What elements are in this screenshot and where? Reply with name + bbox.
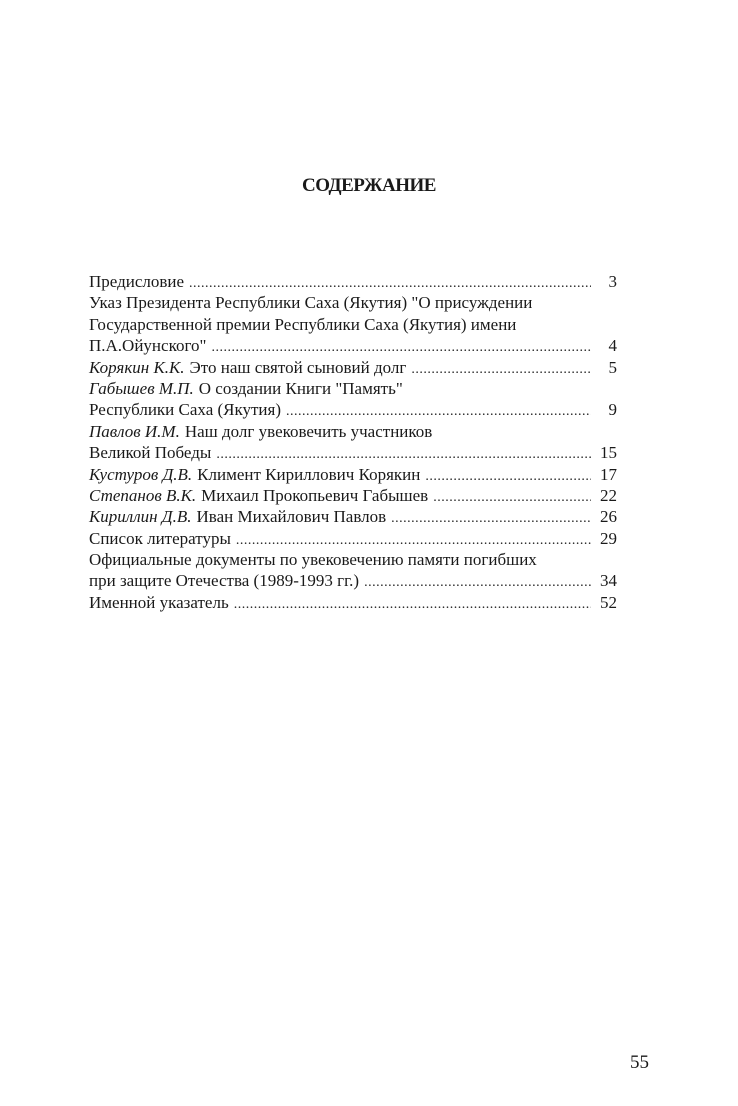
toc-author: Степанов В.К. — [89, 485, 197, 505]
toc-title: Наш долг увековечить участников — [184, 421, 433, 441]
toc-leader-dots — [236, 530, 591, 551]
toc-line — [89, 528, 617, 549]
toc-page-number: 26 — [600, 507, 617, 527]
toc-author: Кириллин Д.В. — [89, 507, 192, 527]
toc-line — [89, 506, 617, 527]
toc-title: Иван Михайлович Павлов — [196, 507, 387, 527]
toc-line — [89, 421, 617, 442]
toc-title: Великой Победы — [89, 443, 212, 463]
toc-leader-dots — [364, 572, 591, 593]
toc-leader-dots — [391, 508, 591, 529]
toc-page-number: 17 — [600, 464, 617, 484]
toc-line — [89, 335, 617, 356]
toc-page-number: 22 — [600, 485, 617, 505]
toc-entry — [89, 271, 617, 292]
table-of-contents — [89, 271, 617, 613]
toc-entry — [89, 592, 617, 613]
toc-line — [89, 292, 617, 313]
toc-leader-dots — [216, 444, 591, 465]
toc-page-number: 34 — [600, 571, 617, 591]
toc-author: Кустуров Д.В. — [89, 464, 193, 484]
toc-entry — [89, 506, 617, 527]
toc-title: Михаил Прокопьевич Габышев — [201, 485, 429, 505]
toc-line — [89, 442, 617, 463]
toc-entry — [89, 421, 617, 464]
toc-entry — [89, 485, 617, 506]
toc-entry — [89, 464, 617, 485]
toc-leader-dots — [234, 594, 591, 615]
toc-leader-dots — [425, 466, 591, 487]
toc-line — [89, 485, 617, 506]
toc-page-number: 3 — [608, 272, 617, 291]
toc-title: О создании Книги "Память" — [198, 378, 403, 398]
toc-entry — [89, 528, 617, 549]
toc-author: Габышев М.П. — [89, 378, 194, 398]
toc-line — [89, 271, 617, 292]
toc-page-number: 9 — [608, 400, 617, 420]
toc-title: Список литературы — [89, 528, 231, 548]
toc-author: Павлов И.М. — [89, 421, 180, 441]
toc-title: Это наш святой сыновий долг — [189, 357, 407, 377]
toc-page-number: 29 — [600, 528, 617, 548]
page-number: 55 — [630, 1052, 649, 1073]
toc-line — [89, 399, 617, 420]
toc-line — [89, 378, 617, 399]
toc-line — [89, 314, 617, 335]
toc-title: П.А.Ойунского" — [89, 336, 207, 356]
toc-title: Республики Саха (Якутия) — [89, 400, 282, 420]
toc-leader-dots — [189, 273, 591, 294]
toc-line — [89, 464, 617, 485]
toc-title: Климент Кириллович Корякин — [197, 464, 421, 484]
toc-leader-dots — [211, 337, 591, 358]
toc-leader-dots — [286, 401, 591, 422]
toc-entry — [89, 378, 617, 421]
toc-title: Официальные документы по увековечению памяти погибших — [89, 550, 537, 570]
toc-leader-dots — [433, 487, 591, 508]
toc-page-number: 52 — [600, 592, 617, 612]
toc-page-number: 15 — [600, 443, 617, 463]
toc-entry — [89, 549, 617, 592]
toc-page-number: 5 — [608, 357, 617, 377]
toc-line — [89, 549, 617, 570]
toc-title: Государственной премии Республики Саха (Якутия) имени — [89, 314, 517, 334]
page-title: СОДЕРЖАНИЕ — [302, 174, 436, 196]
toc-entry — [89, 357, 617, 378]
toc-leader-dots — [411, 359, 591, 380]
toc-title: Именной указатель — [89, 592, 229, 612]
toc-line — [89, 357, 617, 378]
toc-title: Предисловие — [89, 272, 185, 291]
toc-author: Корякин К.К. — [89, 357, 185, 377]
toc-line — [89, 592, 617, 613]
toc-line — [89, 570, 617, 591]
toc-page-number: 4 — [608, 336, 617, 356]
toc-entry — [89, 292, 617, 356]
toc-title: при защите Отечества (1989-1993 гг.) — [89, 571, 360, 591]
toc-title: Указ Президента Республики Саха (Якутия) "О присуждении — [89, 293, 533, 313]
